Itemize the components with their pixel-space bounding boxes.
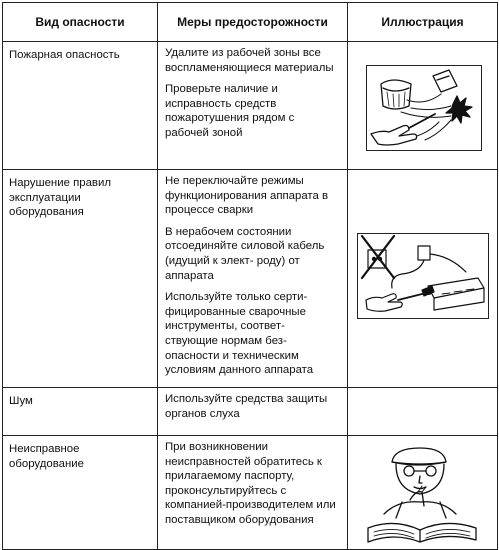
precautions-cell [158,388,348,436]
precautions-cell [158,42,348,170]
reading-manual-illustration [362,444,484,544]
table-row [3,436,498,550]
hazard-type-cell: Нарушение правил эксплуатации оборудования [3,170,158,388]
header-precautions: Меры предосторожности [158,3,348,42]
illustration-cell [348,436,498,550]
table-row [3,42,498,170]
hazard-type-cell: Шум [3,388,158,436]
header-illustration: Иллюстрация [348,3,498,42]
precaution-text: При возникновении неисправностей обратитесь к прилагаемому паспорту, проконсультируйтесь с компанией-производителем или поставщиком оборудования [165,441,336,526]
precaution-text: Не переключайте режимы функционирования аппарата в процессе сварки [165,175,329,217]
precaution-text: Используйте средства защиты органов слуха [165,393,328,420]
fire-hazard-illustration [366,65,482,151]
header-hazard-type: Вид опасности [3,3,158,42]
illustration-cell [348,170,498,388]
header-row [3,3,498,42]
precaution-text: В нерабочем состоянии отсоединяйте силовой кабель (идущий к элект- роду) от аппарата [165,225,325,282]
safety-table [2,2,498,550]
hazard-type-cell: Неисправное оборудование [3,436,158,550]
precautions-cell [158,436,348,550]
table-row [3,170,498,388]
illustration-cell [348,388,498,436]
table-row [3,388,498,436]
precautions-cell [158,170,348,388]
precaution-text: Используйте только серти- фицированные сварочные инструменты, соответ- ствующие нормам без- опасности и техническим условиям данного аппарата [165,291,314,377]
precaution-text: Проверьте наличие и исправность средств пожаротушения рядом с рабочей зоной [165,83,295,139]
hazard-type-cell: Пожарная опасность [3,42,158,170]
equipment-misuse-illustration [357,233,489,319]
illustration-cell [348,42,498,170]
precaution-text: Удалите из рабочей зоны все воспламеняющиеся материалы [165,47,334,74]
